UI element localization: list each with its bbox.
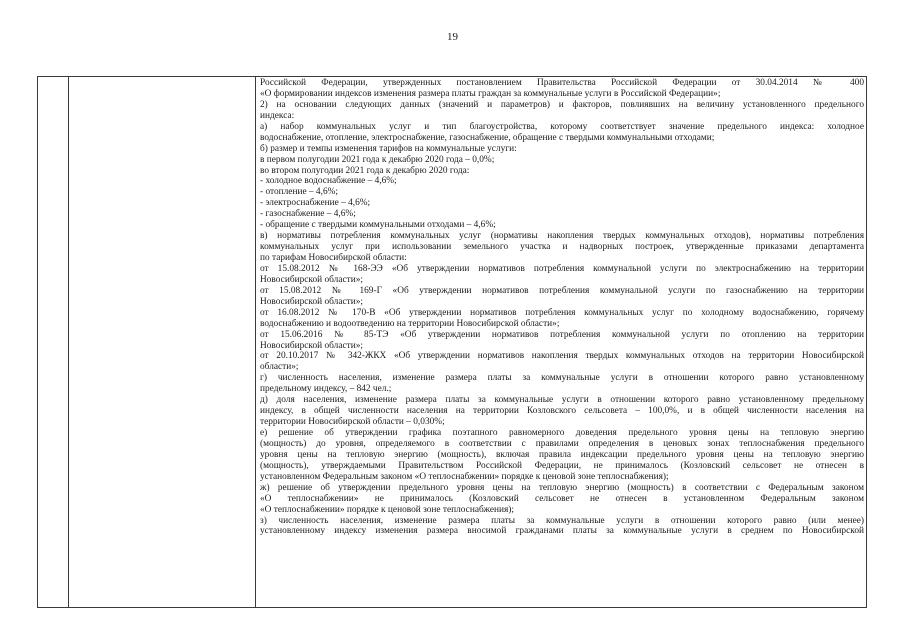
text-line: индексу, в общей численности населения на территории Козловского сельсовета – 100,0%, и в общей численности населения на bbox=[260, 406, 864, 417]
text-line: по тарифам Новосибирской области: bbox=[260, 253, 407, 263]
text-line: установленном Федеральным законом «О теплоснабжении» порядке к ценовой зоне теплоснабжения); bbox=[260, 471, 669, 482]
column-divider bbox=[255, 77, 256, 607]
text-line: установленному индексу изменения размера вносимой гражданами платы за коммунальные услуги в среднем по Новосибирской bbox=[260, 526, 864, 537]
document-table bbox=[37, 76, 867, 608]
text-line: уровня цены на тепловую энергию (мощность), включая правила индексации предельного уровня цены на тепловую энергию bbox=[260, 449, 864, 460]
table-cell-text bbox=[260, 78, 864, 537]
text-line: - обращение с твердыми коммунальными отходами – 4,6%; bbox=[260, 220, 496, 231]
text-line: - отопление – 4,6%; bbox=[260, 187, 338, 198]
text-line: «О теплоснабжении» не принималось (Козловский сельсовет не отнесен в установленном Федеральным законом bbox=[260, 493, 864, 504]
text-line: территории Новосибирской области – 0,030%; bbox=[260, 417, 445, 428]
text-line: б) размер и темпы изменения тарифов на коммунальные услуги: bbox=[260, 143, 517, 154]
text-line: в) нормативы потребления коммунальных услуг (нормативы накопления твердых коммунальных отходов), нормативы потребления bbox=[260, 231, 864, 242]
text-line: з) численность населения, изменение размера платы за коммунальные услуги в отношении которого равно (или менее) bbox=[260, 515, 864, 526]
text-line: предельному индексу, – 842 чел.; bbox=[260, 384, 392, 395]
text-line: от 20.10.2017 № 342-ЖКХ «Об утверждении нормативов накопления твердых коммунальных отходов на территории Новосибирской bbox=[260, 351, 864, 362]
text-line: во втором полугодии 2021 года к декабрю 2020 года: bbox=[260, 165, 470, 176]
text-line: Новосибирской области»; bbox=[260, 274, 363, 285]
text-line: а) набор коммунальных услуг и тип благоустройства, которому соответствует значение предельного индекса: холодное bbox=[260, 121, 864, 132]
text-line: д) доля населения, изменение размера платы за коммунальные услуги в отношении которого равно установленному предельному bbox=[260, 395, 864, 406]
text-line: «О формировании индексов изменения размера платы граждан за коммунальные услуги в Российской Федерации»; bbox=[260, 88, 721, 99]
text-line: - холодное водоснабжение – 4,6%; bbox=[260, 176, 397, 187]
text-line: Новосибирской области»; bbox=[260, 340, 363, 351]
text-line: ж) решение об утверждении предельного уровня цены на тепловую энергию (мощность) в соответствии с Федеральным законом bbox=[260, 482, 864, 493]
text-line: водоснабжению и водоотведению на территории Новосибирской области»; bbox=[260, 318, 560, 329]
text-line: водоснабжение, отопление, электроснабжение, газоснабжение, обращение с твердыми коммунальными отходами; bbox=[260, 132, 715, 143]
text-line: - газоснабжение – 4,6%; bbox=[260, 209, 356, 220]
text-line: области»; bbox=[260, 362, 299, 373]
text-line: е) решение об утверждении графика поэтапного равномерного доведения предельного уровня цены на тепловую энергию bbox=[260, 428, 864, 438]
text-line: (мощность) до уровня, определяемого в соответствии с правилами определения в ценовых зонах теплоснабжения предельного bbox=[260, 438, 864, 449]
text-line: от 16.08.2012 № 170-В «Об утверждении нормативов потребления коммунальных услуг по холодному водоснабжению, горячему bbox=[260, 307, 864, 318]
page-number: 19 bbox=[447, 31, 458, 43]
column-divider bbox=[68, 77, 69, 607]
text-line: (мощность), утверждаемыми Правительством Российской Федерации, не принималось (Козловский сельсовет не отнесен в bbox=[260, 460, 864, 471]
text-line: от 15.06.2016 № 85-ТЭ «Об утверждении нормативов потребления коммунальной услуги по отоплению на территории bbox=[260, 329, 864, 340]
text-line: коммунальных услуг при использовании земельного участка и надворных построек, утвержденные приказами департамента bbox=[260, 242, 864, 253]
text-line: в первом полугодии 2021 года к декабрю 2020 года – 0,0%; bbox=[260, 154, 495, 165]
text-line: Российской Федерации, утвержденных постановлением Правительства Российской Федерации от 30.04.2014 № 400 bbox=[260, 78, 864, 88]
text-line: 2) на основании следующих данных (значений и параметров) и факторов, повлиявших на величину установленного предельного bbox=[260, 99, 864, 110]
text-line: «О теплоснабжении» порядке к ценовой зоне теплоснабжения); bbox=[260, 504, 514, 515]
text-line: от 15.08.2012 № 169-Г «Об утверждении нормативов потребления коммунальной услуги по газоснабжению на территории bbox=[260, 285, 864, 296]
text-line: Новосибирской области»; bbox=[260, 296, 363, 307]
text-line: г) численность населения, изменение размера платы за коммунальные услуги в отношении которого равно установленному bbox=[260, 373, 864, 384]
text-line: от 15.08.2012 № 168-ЭЭ «Об утверждении нормативов потребления коммунальной услуги по электроснабжению на территории bbox=[260, 263, 864, 274]
text-line: индекса: bbox=[260, 110, 295, 121]
text-line: - электроснабжение – 4,6%; bbox=[260, 198, 371, 209]
